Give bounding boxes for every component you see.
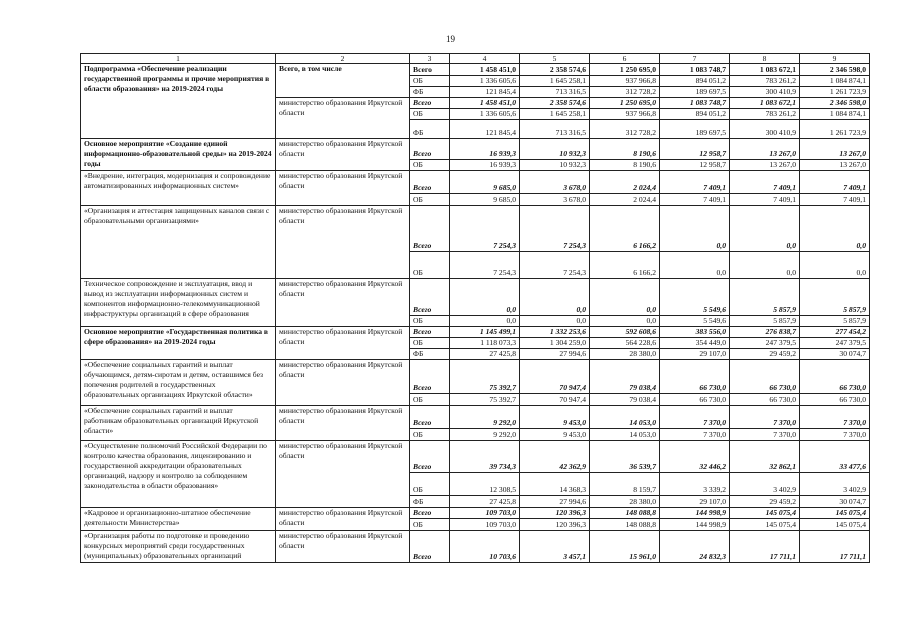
amount-cell: 783 261,2	[730, 109, 800, 120]
amount-cell: 0,0	[730, 252, 800, 279]
amount-cell: 3 678,0	[520, 194, 590, 206]
activity-name-cell: Подпрограмма «Обеспечение реализации государственной программы и прочие мероприятия в области образования» на 2019-2024 годы	[81, 64, 276, 139]
executor-cell: министерство образования Иркутской области	[276, 406, 410, 441]
amount-cell: 121 845,4	[450, 87, 520, 98]
amount-cell: 10 932,3	[520, 160, 590, 171]
table-row	[81, 64, 870, 76]
activity-name-cell: «Осуществление полномочий Российской Федерации по контролю качества образования, лицензированию и государственной аккредитации образовательных организаций, надзору и контролю за соблюдением законодательства в области образования»	[81, 441, 276, 508]
amount-cell: 247 379,5	[730, 338, 800, 349]
amount-cell: 2 358 574,6	[520, 64, 590, 76]
amount-cell: 1 645 258,1	[520, 109, 590, 120]
amount-cell: 1 336 605,6	[450, 76, 520, 87]
amount-cell: 7 409,1	[800, 171, 870, 194]
amount-cell: 5 549,6	[660, 279, 730, 316]
amount-cell: 2 346 598,0	[800, 64, 870, 76]
amount-cell: 300 410,9	[730, 120, 800, 139]
amount-cell: 6 166,2	[590, 206, 660, 252]
funding-source-cell: Всего	[410, 171, 450, 194]
amount-cell: 7 370,0	[660, 406, 730, 429]
amount-cell: 39 734,3	[450, 441, 520, 473]
amount-cell: 7 370,0	[730, 429, 800, 441]
funding-source-cell: ОБ	[410, 429, 450, 441]
executor-cell: Всего, в том числе	[276, 64, 410, 98]
amount-cell: 7 254,3	[520, 206, 590, 252]
page-number: 19	[446, 34, 455, 44]
amount-cell: 8 190,6	[590, 160, 660, 171]
amount-cell: 75 392,7	[450, 394, 520, 406]
amount-cell: 1 083 672,1	[730, 98, 800, 109]
amount-cell: 7 254,3	[520, 252, 590, 279]
header-cell: 9	[800, 54, 870, 64]
amount-cell: 312 728,2	[590, 120, 660, 139]
amount-cell: 1 118 073,3	[450, 338, 520, 349]
executor-cell: министерство образования Иркутской области	[276, 508, 410, 531]
amount-cell: 79 038,4	[590, 360, 660, 394]
funding-source-cell: Всего	[410, 139, 450, 160]
amount-cell: 2 024,4	[590, 194, 660, 206]
amount-cell: 9 292,0	[450, 406, 520, 429]
table-row	[81, 531, 870, 563]
funding-source-cell: ФБ	[410, 349, 450, 360]
amount-cell: 29 459,2	[730, 496, 800, 508]
funding-source-cell: ОБ	[410, 316, 450, 327]
amount-cell: 12 958,7	[660, 160, 730, 171]
amount-cell: 30 074,7	[800, 496, 870, 508]
amount-cell: 383 556,0	[660, 327, 730, 338]
amount-cell: 312 728,2	[590, 87, 660, 98]
amount-cell: 7 409,1	[660, 171, 730, 194]
amount-cell: 8 159,7	[590, 473, 660, 496]
activity-name-cell: «Кадровое и организационно-штатное обеспечение деятельности Министерства»	[81, 508, 276, 531]
amount-cell: 3 339,2	[660, 473, 730, 496]
amount-cell: 66 730,0	[800, 394, 870, 406]
amount-cell: 121 845,4	[450, 120, 520, 139]
header-cell: 8	[730, 54, 800, 64]
amount-cell: 7 370,0	[660, 429, 730, 441]
executor-cell: министерство образования Иркутской области	[276, 206, 410, 279]
amount-cell: 1 083 748,7	[660, 98, 730, 109]
amount-cell: 10 932,3	[520, 139, 590, 160]
funding-source-cell: Всего	[410, 206, 450, 252]
amount-cell: 3 402,9	[730, 473, 800, 496]
activity-name-cell: «Организация и аттестация защищенных каналов связи с образовательными организациями»	[81, 206, 276, 279]
amount-cell: 144 998,9	[660, 508, 730, 519]
amount-cell: 2 346 598,0	[800, 98, 870, 109]
amount-cell: 1 458 451,0	[450, 98, 520, 109]
amount-cell: 1 083 672,1	[730, 64, 800, 76]
amount-cell: 148 088,8	[590, 508, 660, 519]
amount-cell: 937 966,8	[590, 109, 660, 120]
amount-cell: 66 730,0	[730, 360, 800, 394]
funding-source-cell: ОБ	[410, 109, 450, 120]
activity-name-cell: «Обеспечение социальных гарантий и выплат работникам образовательных организаций Иркутской области»	[81, 406, 276, 441]
executor-cell: министерство образования Иркутской области	[276, 279, 410, 327]
executor-cell: министерство образования Иркутской области	[276, 360, 410, 406]
amount-cell: 0,0	[800, 206, 870, 252]
amount-cell: 27 994,6	[520, 496, 590, 508]
table-row	[81, 441, 870, 473]
amount-cell: 13 267,0	[730, 160, 800, 171]
funding-source-cell: Всего	[410, 98, 450, 109]
funding-source-cell: Всего	[410, 441, 450, 473]
amount-cell: 276 838,7	[730, 327, 800, 338]
funding-source-cell: Всего	[410, 279, 450, 316]
header-cell: 6	[590, 54, 660, 64]
amount-cell: 1 084 874,1	[800, 109, 870, 120]
amount-cell: 9 453,0	[520, 429, 590, 441]
amount-cell: 1 250 695,0	[590, 98, 660, 109]
amount-cell: 189 697,5	[660, 87, 730, 98]
amount-cell: 8 190,6	[590, 139, 660, 160]
amount-cell: 7 370,0	[800, 406, 870, 429]
amount-cell: 2 024,4	[590, 171, 660, 194]
table-row	[81, 279, 870, 316]
funding-source-cell: ОБ	[410, 338, 450, 349]
amount-cell: 33 477,6	[800, 441, 870, 473]
amount-cell: 7 409,1	[730, 194, 800, 206]
amount-cell: 783 261,2	[730, 76, 800, 87]
amount-cell: 5 857,9	[730, 316, 800, 327]
amount-cell: 1 332 253,6	[520, 327, 590, 338]
funding-source-cell: Всего	[410, 508, 450, 519]
amount-cell: 32 862,1	[730, 441, 800, 473]
table-row	[81, 508, 870, 519]
amount-cell: 0,0	[520, 316, 590, 327]
amount-cell: 0,0	[590, 316, 660, 327]
amount-cell: 0,0	[660, 252, 730, 279]
activity-name-cell: «Обеспечение социальных гарантий и выплат обучающимся, детям-сиротам и детям, оставшимся без попечения родителей в государственных образовательных организациях Иркутской области»	[81, 360, 276, 406]
amount-cell: 713 316,5	[520, 120, 590, 139]
amount-cell: 713 316,5	[520, 87, 590, 98]
executor-cell: министерство образования Иркутской области	[276, 171, 410, 206]
amount-cell: 0,0	[660, 206, 730, 252]
amount-cell: 145 075,4	[730, 508, 800, 519]
amount-cell: 1 083 748,7	[660, 64, 730, 76]
funding-source-cell: Всего	[410, 531, 450, 563]
amount-cell: 9 685,0	[450, 194, 520, 206]
amount-cell: 29 107,0	[660, 496, 730, 508]
table-row	[81, 139, 870, 160]
funding-source-cell: ОБ	[410, 394, 450, 406]
funding-source-cell: ФБ	[410, 120, 450, 139]
activity-name-cell: «Организация работы по подготовке и проведению конкурсных мероприятий среди государственных (муниципальных) образовательных организаций	[81, 531, 276, 563]
header-cell: 2	[276, 54, 410, 64]
amount-cell: 29 107,0	[660, 349, 730, 360]
table-row	[81, 206, 870, 252]
amount-cell: 3 678,0	[520, 171, 590, 194]
amount-cell: 9 453,0	[520, 406, 590, 429]
activity-name-cell: Основное мероприятие «Государственная политика в сфере образования» на 2019-2024 годы	[81, 327, 276, 360]
amount-cell: 14 368,3	[520, 473, 590, 496]
amount-cell: 109 703,0	[450, 519, 520, 531]
header-row	[81, 54, 870, 64]
amount-cell: 145 075,4	[730, 519, 800, 531]
table-row	[81, 327, 870, 338]
amount-cell: 27 994,6	[520, 349, 590, 360]
amount-cell: 79 038,4	[590, 394, 660, 406]
amount-cell: 7 370,0	[730, 406, 800, 429]
funding-source-cell: Всего	[410, 406, 450, 429]
amount-cell: 1 645 258,1	[520, 76, 590, 87]
funding-source-cell: ОБ	[410, 76, 450, 87]
funding-source-cell: Всего	[410, 64, 450, 76]
amount-cell: 29 459,2	[730, 349, 800, 360]
funding-source-cell: ФБ	[410, 87, 450, 98]
funding-source-cell: ОБ	[410, 160, 450, 171]
amount-cell: 894 051,2	[660, 76, 730, 87]
executor-cell: министерство образования Иркутской области	[276, 531, 410, 563]
amount-cell: 120 396,3	[520, 519, 590, 531]
amount-cell: 145 075,4	[800, 508, 870, 519]
amount-cell: 1 145 499,1	[450, 327, 520, 338]
amount-cell: 1 336 605,6	[450, 109, 520, 120]
amount-cell: 247 379,5	[800, 338, 870, 349]
amount-cell: 0,0	[520, 279, 590, 316]
amount-cell: 66 730,0	[660, 394, 730, 406]
funding-source-cell: ОБ	[410, 194, 450, 206]
amount-cell: 66 730,0	[800, 360, 870, 394]
amount-cell: 9 685,0	[450, 171, 520, 194]
amount-cell: 5 857,9	[730, 279, 800, 316]
amount-cell: 30 074,7	[800, 349, 870, 360]
funding-source-cell: ОБ	[410, 519, 450, 531]
activity-name-cell: Основное мероприятие «Создание единой информационно-образовательной среды» на 2019-2024 годы	[81, 139, 276, 171]
amount-cell: 5 857,9	[800, 316, 870, 327]
amount-cell: 3 402,9	[800, 473, 870, 496]
amount-cell: 10 703,6	[450, 531, 520, 563]
amount-cell: 27 425,8	[450, 496, 520, 508]
amount-cell: 0,0	[800, 252, 870, 279]
amount-cell: 16 939,3	[450, 139, 520, 160]
header-cell: 3	[410, 54, 450, 64]
amount-cell: 7 409,1	[800, 194, 870, 206]
amount-cell: 12 958,7	[660, 139, 730, 160]
funding-source-cell: ФБ	[410, 496, 450, 508]
amount-cell: 12 308,5	[450, 473, 520, 496]
budget-table	[80, 53, 870, 563]
table-row	[81, 360, 870, 394]
amount-cell: 13 267,0	[730, 139, 800, 160]
amount-cell: 564 228,6	[590, 338, 660, 349]
amount-cell: 0,0	[730, 206, 800, 252]
executor-cell: министерство образования Иркутской области	[276, 441, 410, 508]
amount-cell: 0,0	[450, 279, 520, 316]
amount-cell: 937 966,8	[590, 76, 660, 87]
amount-cell: 6 166,2	[590, 252, 660, 279]
amount-cell: 0,0	[450, 316, 520, 327]
amount-cell: 354 449,0	[660, 338, 730, 349]
header-cell: 1	[81, 54, 276, 64]
amount-cell: 75 392,7	[450, 360, 520, 394]
amount-cell: 14 053,0	[590, 406, 660, 429]
amount-cell: 0,0	[590, 279, 660, 316]
amount-cell: 27 425,8	[450, 349, 520, 360]
funding-source-cell: ОБ	[410, 252, 450, 279]
amount-cell: 66 730,0	[660, 360, 730, 394]
amount-cell: 109 703,0	[450, 508, 520, 519]
amount-cell: 5 857,9	[800, 279, 870, 316]
header-cell: 4	[450, 54, 520, 64]
amount-cell: 36 539,7	[590, 441, 660, 473]
amount-cell: 13 267,0	[800, 139, 870, 160]
amount-cell: 1 304 259,0	[520, 338, 590, 349]
amount-cell: 7 254,3	[450, 206, 520, 252]
executor-cell: министерство образования Иркутской области	[276, 139, 410, 171]
amount-cell: 1 250 695,0	[590, 64, 660, 76]
amount-cell: 17 711,1	[730, 531, 800, 563]
amount-cell: 148 088,8	[590, 519, 660, 531]
amount-cell: 28 380,0	[590, 349, 660, 360]
funding-source-cell: Всего	[410, 327, 450, 338]
amount-cell: 66 730,0	[730, 394, 800, 406]
amount-cell: 24 832,3	[660, 531, 730, 563]
amount-cell: 14 053,0	[590, 429, 660, 441]
amount-cell: 17 711,1	[800, 531, 870, 563]
activity-name-cell: «Внедрение, интеграция, модернизация и сопровождение автоматизированных информационных систем»	[81, 171, 276, 206]
amount-cell: 7 254,3	[450, 252, 520, 279]
amount-cell: 70 947,4	[520, 394, 590, 406]
amount-cell: 5 549,6	[660, 316, 730, 327]
amount-cell: 1 261 723,9	[800, 120, 870, 139]
activity-name-cell: Техническое сопровождение и эксплуатация, ввод и вывод из эксплуатации информационных систем и компонентов информационно-телекоммуникационной инфраструктуры организаций в сфере образования	[81, 279, 276, 327]
amount-cell: 1 458 451,0	[450, 64, 520, 76]
amount-cell: 42 362,9	[520, 441, 590, 473]
executor-cell: министерство образования Иркутской области	[276, 98, 410, 139]
amount-cell: 16 939,3	[450, 160, 520, 171]
funding-source-cell: ОБ	[410, 473, 450, 496]
amount-cell: 120 396,3	[520, 508, 590, 519]
header-cell: 7	[660, 54, 730, 64]
amount-cell: 13 267,0	[800, 160, 870, 171]
amount-cell: 32 446,2	[660, 441, 730, 473]
amount-cell: 1 084 874,1	[800, 76, 870, 87]
header-cell: 5	[520, 54, 590, 64]
amount-cell: 300 410,9	[730, 87, 800, 98]
amount-cell: 144 998,9	[660, 519, 730, 531]
funding-source-cell: Всего	[410, 360, 450, 394]
amount-cell: 894 051,2	[660, 109, 730, 120]
executor-cell: министерство образования Иркутской области	[276, 327, 410, 360]
amount-cell: 7 370,0	[800, 429, 870, 441]
amount-cell: 15 961,0	[590, 531, 660, 563]
amount-cell: 70 947,4	[520, 360, 590, 394]
amount-cell: 7 409,1	[730, 171, 800, 194]
amount-cell: 7 409,1	[660, 194, 730, 206]
amount-cell: 28 380,0	[590, 496, 660, 508]
amount-cell: 189 697,5	[660, 120, 730, 139]
table-row	[81, 171, 870, 194]
table-row	[81, 406, 870, 429]
amount-cell: 592 608,6	[590, 327, 660, 338]
amount-cell: 9 292,0	[450, 429, 520, 441]
amount-cell: 277 454,2	[800, 327, 870, 338]
amount-cell: 2 358 574,6	[520, 98, 590, 109]
amount-cell: 1 261 723,9	[800, 87, 870, 98]
amount-cell: 145 075,4	[800, 519, 870, 531]
amount-cell: 3 457,1	[520, 531, 590, 563]
